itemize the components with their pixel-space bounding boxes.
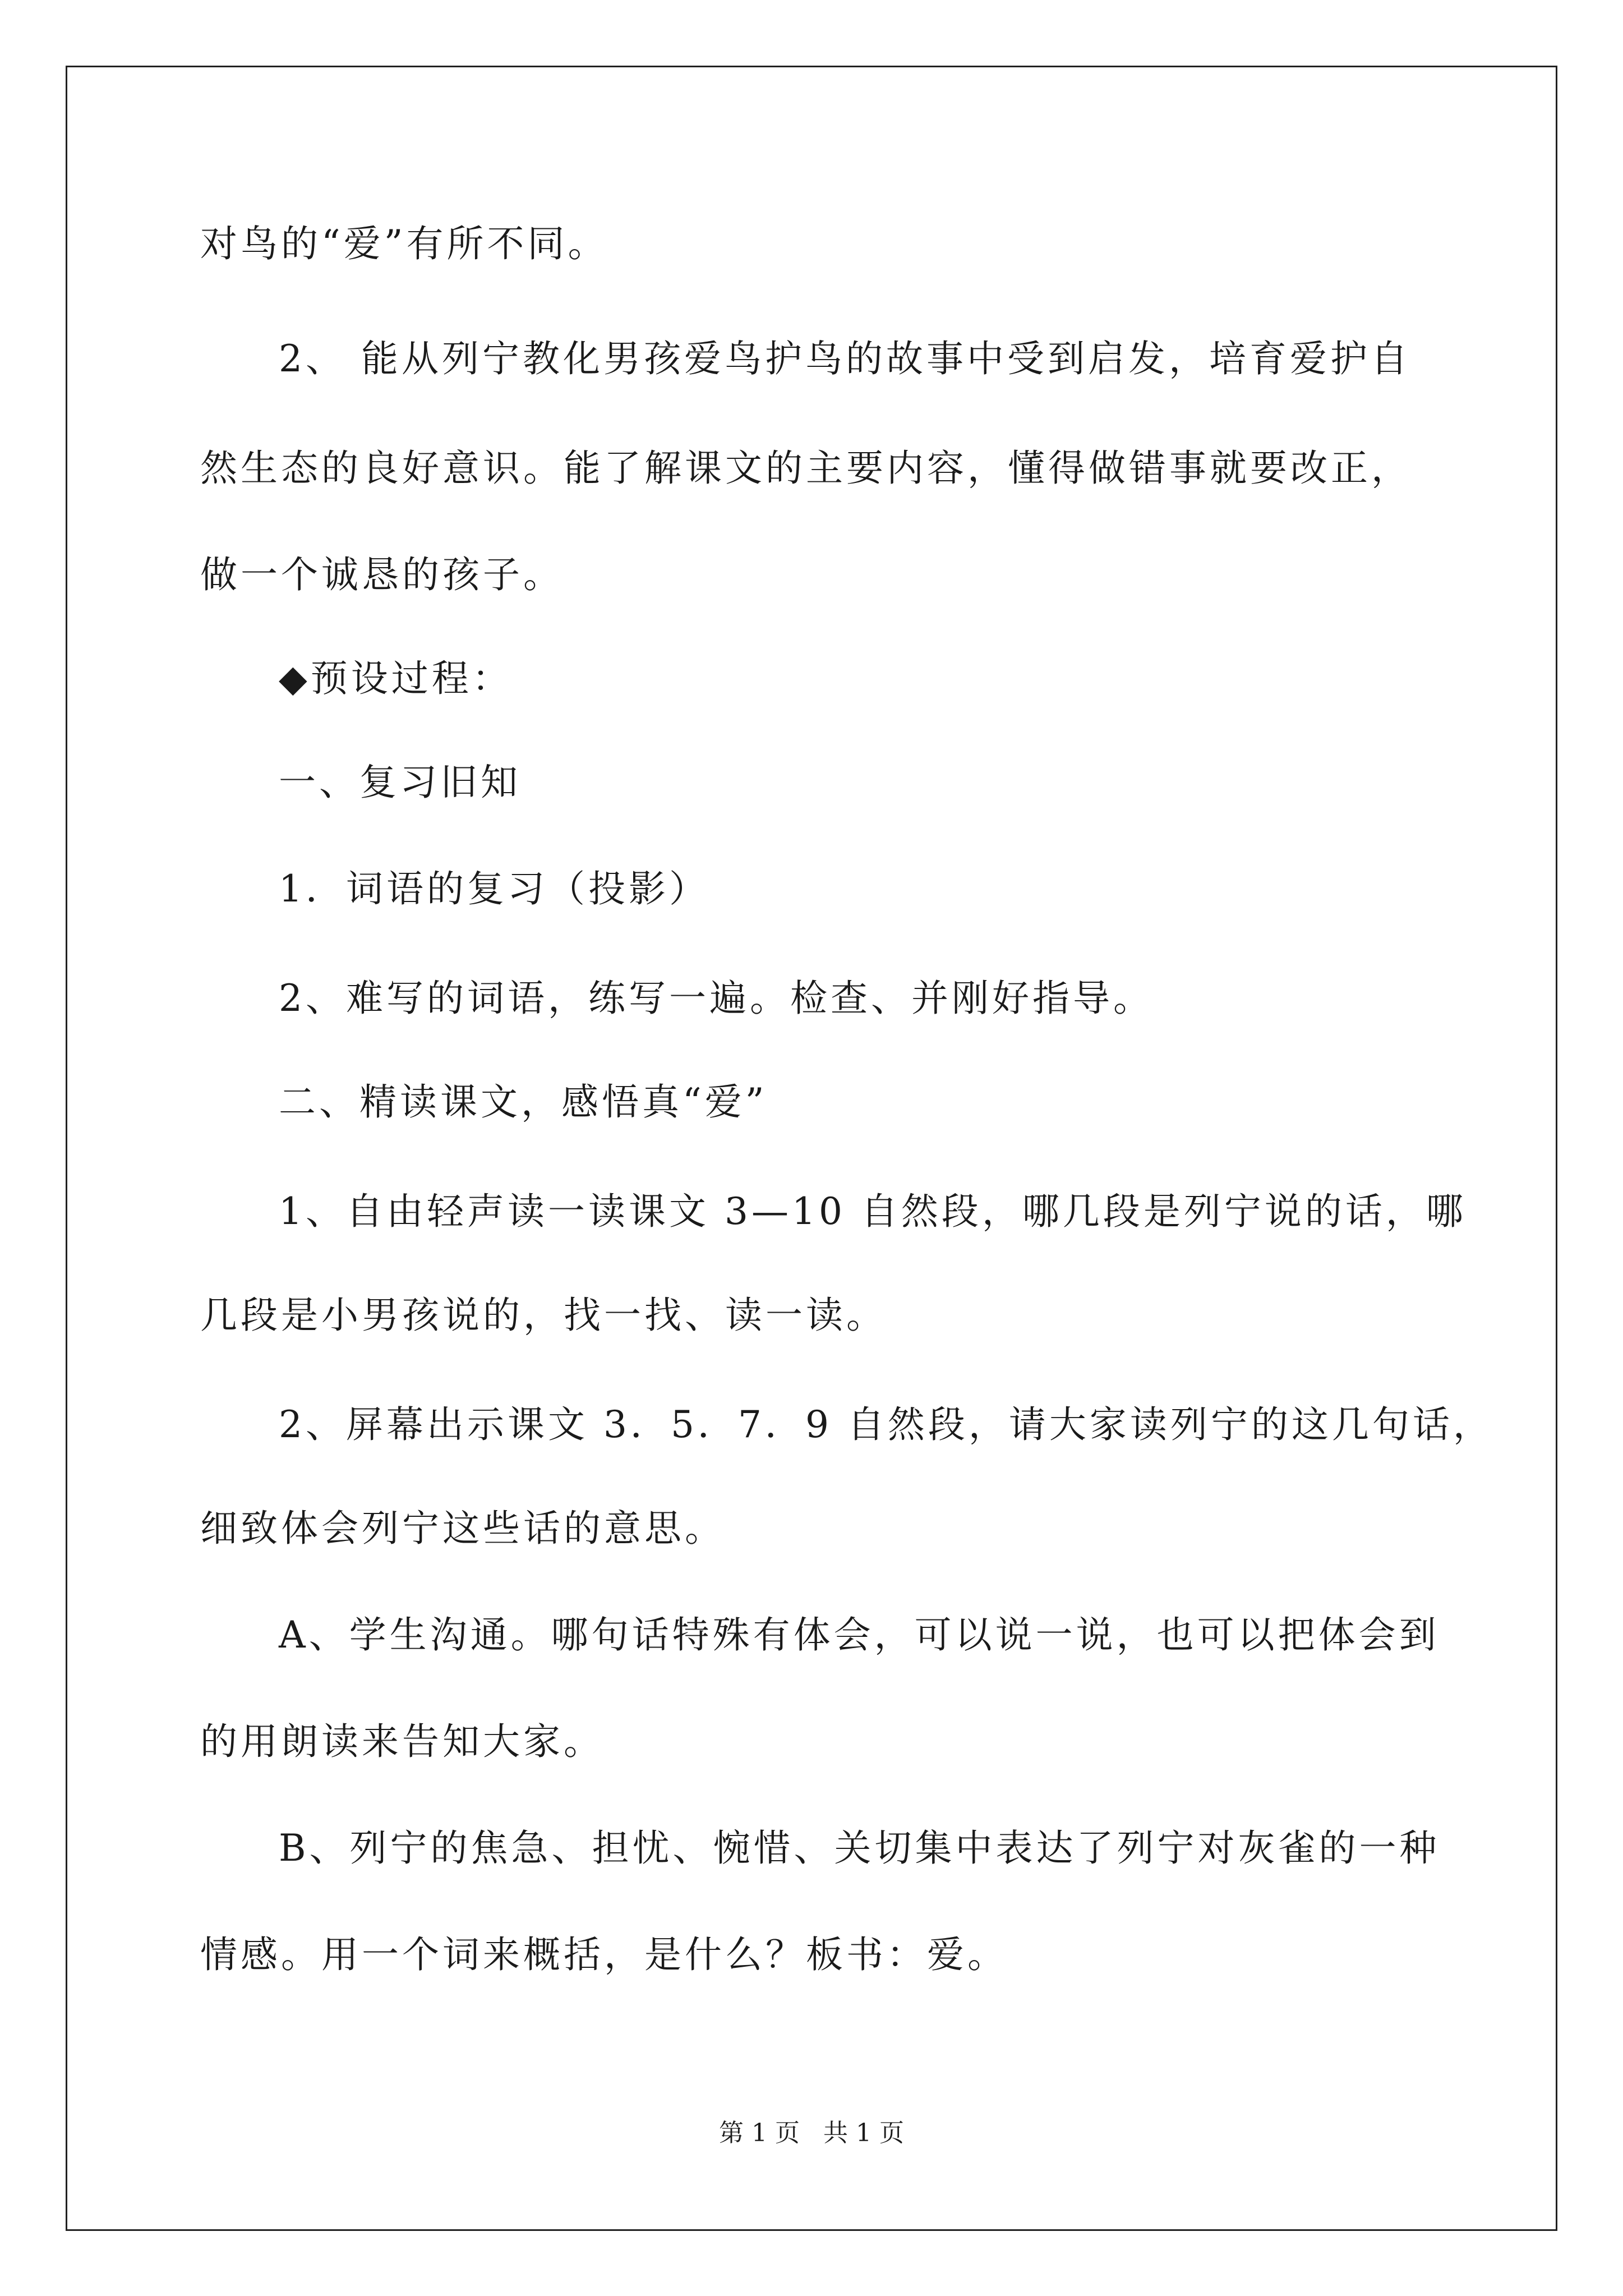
text-line: A、学生沟通。哪句话特殊有体会，可以说一说，也可以把体会到 [279, 1613, 1440, 1657]
text-line: 然生态的良好意识。能了解课文的主要内容，懂得做错事就要改正， [200, 447, 1412, 490]
text-line: 1、自由轻声读一读课文 3—10 自然段，哪几段是列宁说的话，哪 [279, 1190, 1467, 1233]
text-line: 情感。用一个词来概括，是什么？板书：爱。 [200, 1933, 1008, 1976]
text-line: 2、屏幕出示课文 3．5．7．9 自然段，请大家读列宁的这几句话， [279, 1403, 1493, 1446]
section-heading: 一、复习旧知 [279, 761, 521, 804]
text-line: 的用朗读来告知大家。 [200, 1720, 604, 1763]
text-line: 几段是小男孩说的，找一找、读一读。 [200, 1294, 887, 1337]
text-line: 1．词语的复习（投影） [279, 867, 709, 910]
section-heading: 二、精读课文，感悟真“爱” [279, 1080, 768, 1124]
text-line: 对鸟的“爱”有所不同。 [200, 222, 608, 265]
text-line: B、列宁的焦急、担忧、惋惜、关切集中表达了列宁对灰雀的一种 [279, 1826, 1440, 1870]
page-number-footer: 第 1 页 共 1 页 [719, 2119, 904, 2147]
section-heading: ◆预设过程： [279, 657, 513, 700]
text-line: 细致体会列宁这些话的意思。 [200, 1507, 725, 1550]
text-line: 做一个诚恳的孩子。 [200, 553, 564, 596]
text-line: 2、难写的词语，练写一遍。检查、并刚好指导。 [279, 977, 1154, 1020]
page-border [66, 66, 1557, 2231]
text-line: 2、 能从列宁教化男孩爱鸟护鸟的故事中受到启发，培育爱护自 [279, 337, 1411, 380]
